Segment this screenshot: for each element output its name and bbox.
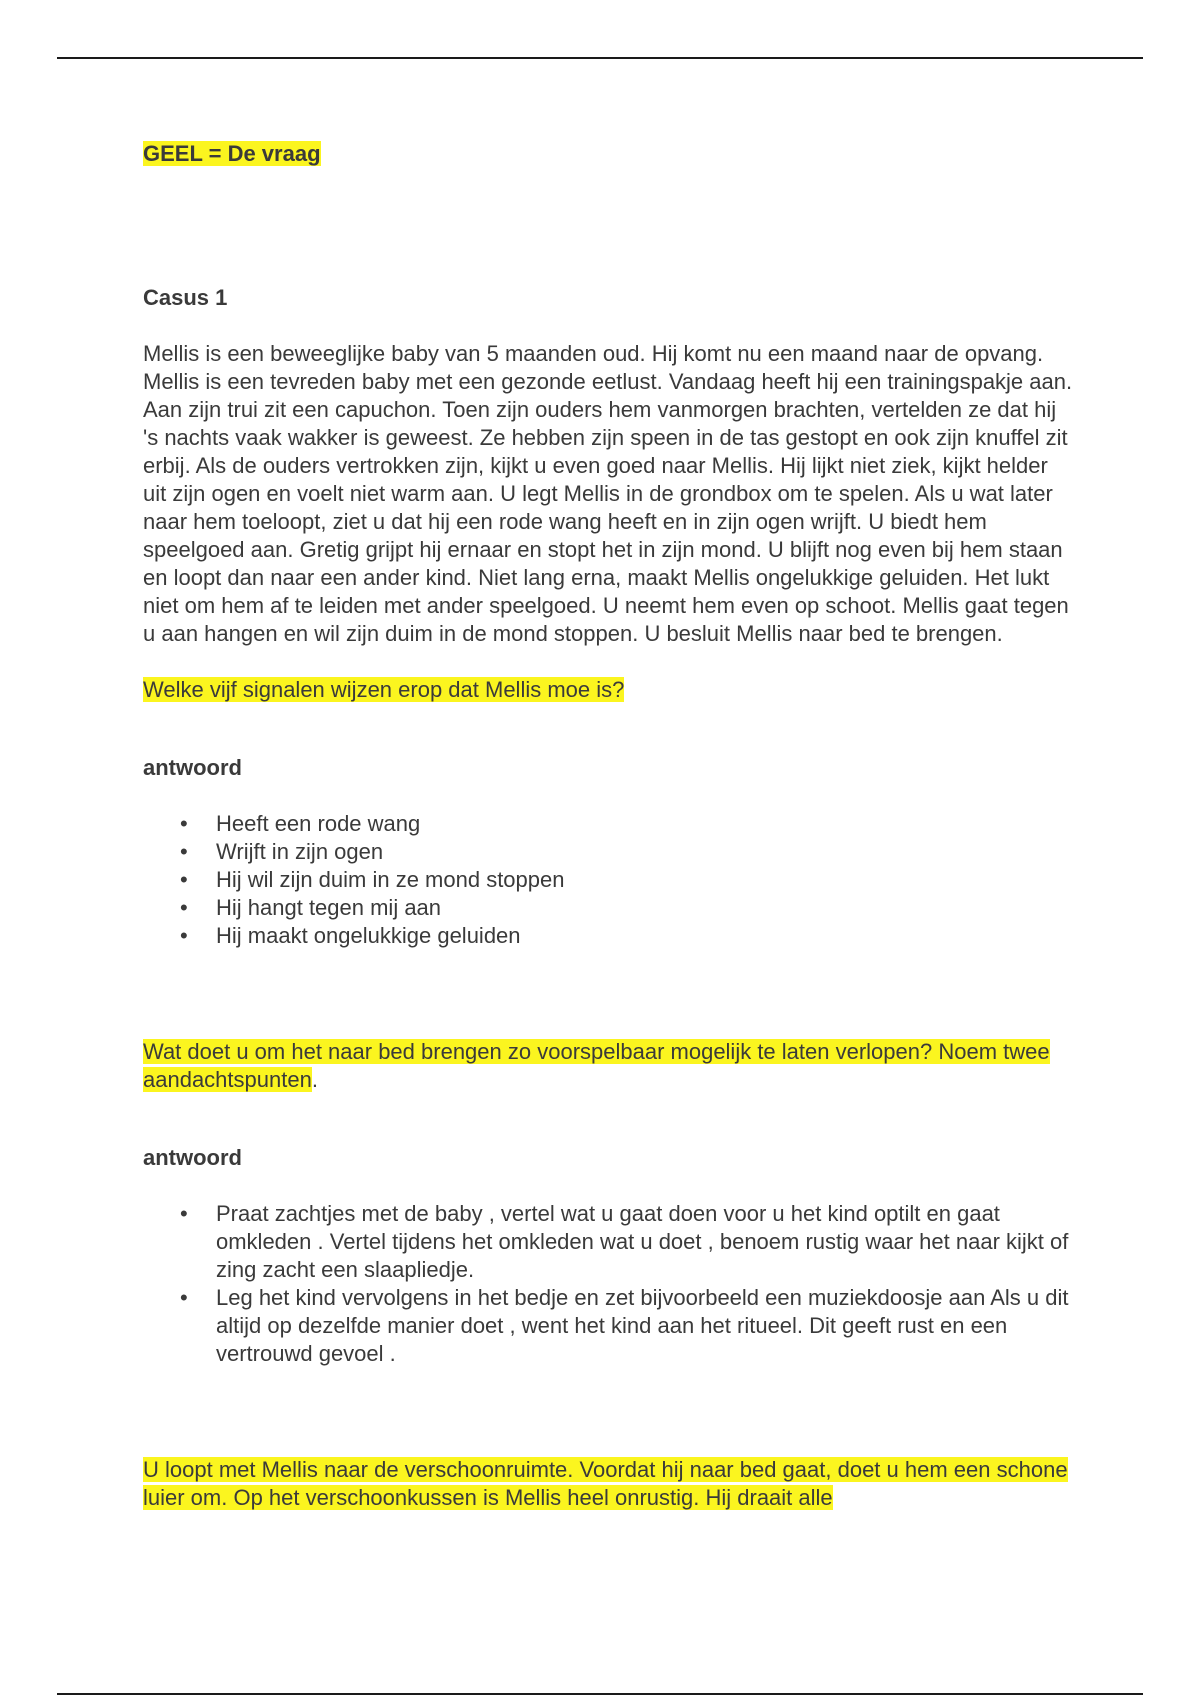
question-2 — [143, 1038, 1073, 1094]
list-item — [143, 894, 1073, 922]
document-body — [143, 140, 1073, 1512]
list-item-text: Wrijft in zijn ogen — [216, 839, 384, 864]
bullet-icon: • — [180, 923, 188, 948]
list-item — [143, 866, 1073, 894]
answer-label-2: antwoord — [143, 1145, 242, 1170]
casus-paragraph: Mellis is een beweeglijke baby van 5 maanden oud. Hij komt nu een maand naar de opvang. Mellis is een tevreden baby met een gezonde eetlust. Vandaag heeft hij een trainingspakje aan. Aan zijn trui zit een capuchon. Toen zijn ouders hem vanmorgen brachten, vertelden ze dat hij 's nachts vaak wakker is geweest. Ze hebben zijn speen in de tas gestopt en ook zijn knuffel zit erbij. Als de ouders vertrokken zijn, kijkt u even goed naar Mellis. Hij lijkt niet ziek, kijkt helder uit zijn ogen en voelt niet warm aan. U legt Mellis in de grondbox om te spelen. Als u wat later naar hem toeloopt, ziet u dat hij een rode wang heeft en in zijn ogen wrijft. U biedt hem speelgoed aan. Gretig grijpt hij ernaar en stopt het in zijn mond. U blijft nog even bij hem staan en loopt dan naar een ander kind. Niet lang erna, maakt Mellis ongelukkige geluiden. Het lukt niet om hem af te leiden met ander speelgoed. U neemt hem even op schoot. Mellis gaat tegen u aan hangen en wil zijn duim in de mond stoppen. U besluit Mellis naar bed te brengen. — [143, 341, 1073, 646]
list-item-text: Heeft een rode wang — [216, 811, 421, 836]
question-2-text: Wat doet u om het naar bed brengen zo voorspelbaar mogelijk te laten verlopen? Noem twee aandachtspunten — [143, 1039, 1050, 1092]
list-item-text: Hij wil zijn duim in ze mond stoppen — [216, 867, 565, 892]
list-item — [143, 1200, 1073, 1284]
bottom-rule — [57, 1693, 1143, 1695]
question-3 — [143, 1456, 1073, 1512]
list-item — [143, 810, 1073, 838]
legend — [143, 140, 1073, 172]
question-1 — [143, 676, 1073, 704]
answer-list-2 — [143, 1200, 1073, 1368]
bullet-icon: • — [180, 867, 188, 892]
question-3-text: U loopt met Mellis naar de verschoonruimte. Voordat hij naar bed gaat, doet u hem een schone luier om. Op het verschoonkussen is Mellis heel onrustig. Hij draait alle — [143, 1457, 1068, 1510]
bullet-icon: • — [180, 1285, 188, 1310]
top-rule — [57, 57, 1143, 59]
list-item — [143, 922, 1073, 950]
bullet-icon: • — [180, 1201, 188, 1226]
question-1-text: Welke vijf signalen wijzen erop dat Mellis moe is? — [143, 677, 625, 702]
list-item-text: Hij hangt tegen mij aan — [216, 895, 442, 920]
legend-text: GEEL = De vraag — [143, 141, 321, 166]
bullet-icon: • — [180, 895, 188, 920]
answer-label-1: antwoord — [143, 755, 242, 780]
bullet-icon: • — [180, 811, 188, 836]
list-item — [143, 838, 1073, 866]
list-item-text: Leg het kind vervolgens in het bedje en zet bijvoorbeeld een muziekdoosje aan Als u dit altijd op dezelfde manier doet , went het kind aan het ritueel. Dit geeft rust en een vertrouwd gevoel . — [216, 1285, 1069, 1366]
casus-title: Casus 1 — [143, 285, 228, 310]
list-item-text: Praat zachtjes met de baby , vertel wat u gaat doen voor u het kind optilt en gaat omkleden . Vertel tijdens het omkleden wat u doet , benoem rustig waar het naar kijkt of zing zacht een slaapliedje. — [216, 1201, 1069, 1282]
answer-list-1 — [143, 810, 1073, 950]
question-2-tail: . — [311, 1067, 318, 1092]
list-item — [143, 1284, 1073, 1368]
bullet-icon: • — [180, 839, 188, 864]
list-item-text: Hij maakt ongelukkige geluiden — [216, 923, 521, 948]
